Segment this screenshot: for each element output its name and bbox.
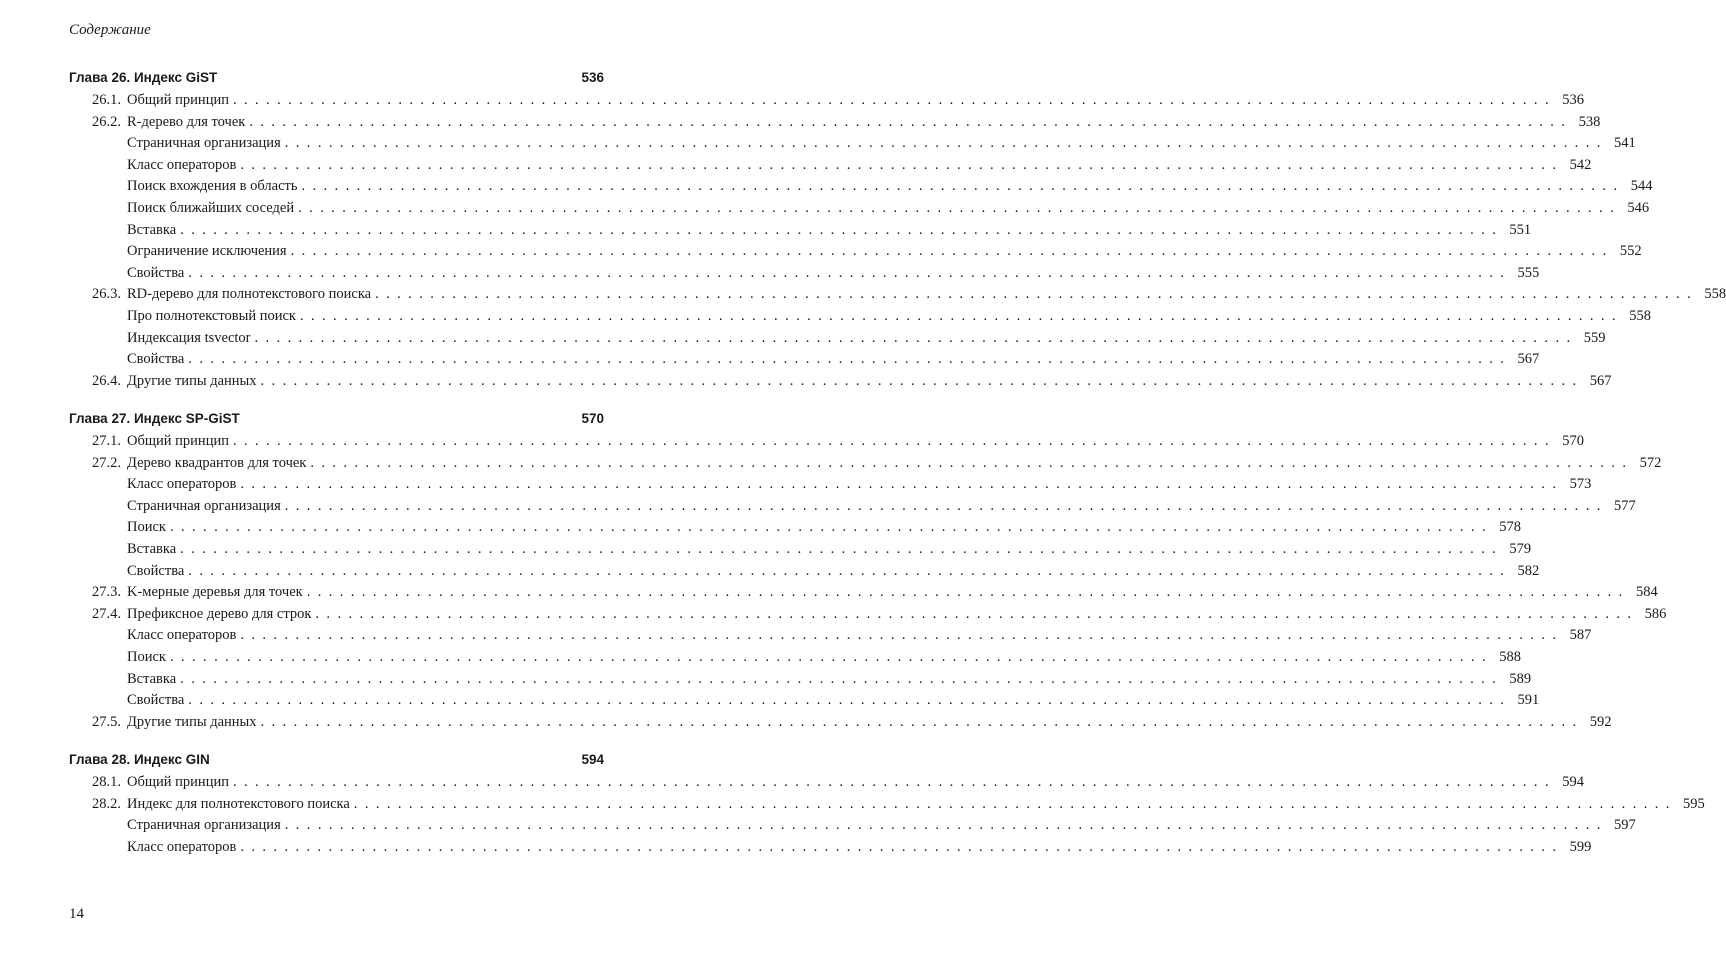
dot-leader: ........................................................................................................................ [188,351,1512,368]
section-page: 552 [1619,243,1642,260]
dot-leader: ........................................................................................................................ [180,670,1504,687]
toc-subsection[interactable] [69,519,1521,541]
section-number: 26.2. [92,113,121,130]
chapter-heading[interactable] [69,411,604,433]
chapter-heading[interactable] [69,70,604,92]
toc-subsection[interactable] [69,308,1651,330]
section-page: 587 [1569,627,1592,644]
toc-section[interactable] [69,372,1612,395]
page-number: 14 [69,906,84,922]
toc-subsection[interactable] [69,692,1540,714]
chapter-title: Глава 28. Индекс GIN [69,752,210,767]
section-title: Свойства [127,264,185,281]
section-title: Поиск [127,649,166,665]
toc-section[interactable] [69,605,1667,628]
toc-subsection[interactable] [69,817,1636,839]
toc-subsection[interactable] [69,476,1592,498]
dot-leader: ........................................................................................................................ [240,156,1564,173]
chapter-page: 570 [581,411,604,426]
dot-leader: ........................................................................................................................ [284,817,1608,834]
section-page: 567 [1517,351,1540,368]
section-title: Общий принцип [127,433,229,449]
dot-leader: ........................................................................................................................ [315,605,1639,622]
dot-leader: ........................................................................................................................ [284,135,1608,152]
running-head: Содержание [69,22,151,38]
section-page: 570 [1562,433,1584,449]
section-title: Свойства [127,351,185,368]
section-title: Поиск ближайших соседей [127,200,295,216]
section-title: Страничная организация [127,135,281,152]
section-title: Свойства [127,692,185,709]
section-number: 27.4. [92,605,121,622]
section-number: 26.4. [92,372,121,389]
section-number: 27.5. [92,713,121,730]
section-page: 572 [1639,454,1662,471]
section-number: 27.1. [92,433,121,449]
section-page: 567 [1589,372,1612,389]
section-page: 584 [1635,584,1658,601]
section-page: 597 [1614,817,1636,834]
toc-subsection[interactable] [69,329,1606,352]
section-number: 28.1. [92,774,121,790]
dot-leader: ........................................................................................................................ [180,541,1504,557]
toc-subsection[interactable] [69,562,1540,585]
section-page: 551 [1509,221,1532,238]
section-title: RD-дерево для полнотекстового поиска [127,286,372,303]
section-page: 555 [1517,264,1540,281]
section-title: R-дерево для точек [127,113,246,130]
toc-section[interactable] [69,454,1662,477]
section-page: 558 [1704,286,1726,303]
section-title: Свойства [127,562,185,579]
dot-leader: ........................................................................................................................ [284,497,1608,514]
toc-section[interactable] [69,713,1612,736]
section-page: 573 [1569,476,1592,493]
chapter-title: Глава 27. Индекс SP-GiST [69,411,240,426]
chapter-heading[interactable] [69,752,604,774]
dot-leader: ........................................................................................................................ [240,627,1564,644]
dot-leader: ........................................................................................................................ [353,795,1677,812]
dot-leader: ........................................................................................................................ [310,454,1634,471]
dot-leader: ........................................................................................................................ [306,584,1630,601]
toc-subsection[interactable] [69,649,1521,671]
section-title: Общий принцип [127,92,229,108]
toc-section[interactable] [69,584,1658,606]
toc-section[interactable] [69,113,1601,136]
section-page: 588 [1499,649,1521,665]
toc-subsection[interactable] [69,627,1592,649]
section-page: 544 [1630,178,1653,195]
toc-section[interactable] [69,92,1584,114]
chapter-page: 594 [581,752,604,767]
section-title: Про полнотекстовый поиск [127,308,296,324]
dot-leader: ........................................................................................................................ [301,178,1625,195]
section-title: Поиск вхождения в область [127,178,298,195]
toc-subsection[interactable] [69,243,1642,265]
section-page: 582 [1517,562,1540,579]
section-page: 595 [1683,795,1705,812]
toc-section[interactable] [69,795,1705,818]
dot-leader: ........................................................................................................................ [188,692,1512,709]
section-page: 586 [1644,605,1667,622]
dot-leader: ........................................................................................................................ [260,713,1584,730]
section-number: 27.2. [92,454,121,471]
section-title: Дерево квадрантов для точек [127,454,307,471]
toc-subsection[interactable] [69,670,1532,693]
section-title: K-мерные деревья для точек [127,584,303,601]
section-title: Префиксное дерево для строк [127,605,312,622]
dot-leader: ........................................................................................................................ [254,329,1578,346]
dot-leader: ........................................................................................................................ [188,264,1512,281]
section-title: Класс операторов [127,156,237,173]
section-page: 577 [1614,497,1636,514]
section-title: Индексация tsvector [127,329,251,346]
chapter-title: Глава 26. Индекс GiST [69,70,218,85]
dot-leader: ........................................................................................................................ [290,243,1614,260]
toc-subsection[interactable] [69,541,1532,563]
toc-section[interactable] [69,286,1726,308]
section-title: Страничная организация [127,817,281,834]
toc-section[interactable] [69,433,1584,455]
section-page: 591 [1517,692,1540,709]
toc-subsection[interactable] [69,351,1540,373]
dot-leader: ........................................................................................................................ [298,200,1622,216]
section-number: 26.1. [92,92,121,108]
section-title: Общий принцип [127,774,229,790]
toc-subsection[interactable] [69,264,1540,287]
dot-leader: ........................................................................................................................ [232,433,1556,449]
dot-leader: ........................................................................................................................ [232,774,1556,790]
section-title: Ограничение исключения [127,243,287,260]
section-page: 541 [1614,135,1636,152]
section-title: Индекс для полнотекстового поиска [127,795,350,812]
section-page: 592 [1589,713,1612,730]
dot-leader: ........................................................................................................................ [249,113,1573,130]
section-title: Класс операторов [127,476,237,493]
toc-subsection[interactable] [69,156,1592,179]
section-page: 589 [1509,670,1532,687]
chapter-page: 536 [581,70,604,85]
section-title: Другие типы данных [127,372,257,389]
section-page: 559 [1583,329,1606,346]
section-page: 579 [1509,541,1532,557]
section-number: 27.3. [92,584,121,601]
section-page: 542 [1569,156,1592,173]
section-page: 536 [1562,92,1584,108]
section-title: Страничная организация [127,497,281,514]
toc-subsection[interactable] [69,178,1653,200]
dot-leader: ........................................................................................................................ [299,308,1623,324]
section-title: Класс операторов [127,838,237,855]
section-page: 599 [1569,838,1592,855]
section-title: Вставка [127,221,177,238]
section-page: 538 [1578,113,1601,130]
dot-leader: ........................................................................................................................ [188,562,1512,579]
dot-leader: ........................................................................................................................ [232,92,1556,108]
section-page: 578 [1499,519,1521,536]
toc-subsection[interactable] [69,200,1650,222]
dot-leader: ........................................................................................................................ [260,372,1584,389]
toc-subsection[interactable] [69,135,1636,157]
toc-subsection[interactable] [69,838,1592,861]
dot-leader: ........................................................................................................................ [169,649,1493,665]
section-title: Класс операторов [127,627,237,644]
section-title: Другие типы данных [127,713,257,730]
dot-leader: ........................................................................................................................ [180,221,1504,238]
section-number: 26.3. [92,286,121,303]
dot-leader: ........................................................................................................................ [240,838,1564,855]
section-title: Вставка [127,541,177,557]
section-page: 558 [1629,308,1651,324]
toc-section[interactable] [69,774,1584,796]
section-number: 28.2. [92,795,121,812]
dot-leader: ........................................................................................................................ [169,519,1493,536]
section-title: Поиск [127,519,166,536]
section-title: Вставка [127,670,177,687]
section-page: 546 [1627,200,1650,216]
toc-subsection[interactable] [69,497,1636,520]
toc-subsection[interactable] [69,221,1532,244]
dot-leader: ........................................................................................................................ [240,476,1564,493]
dot-leader: ........................................................................................................................ [375,286,1699,303]
section-page: 594 [1562,774,1584,790]
